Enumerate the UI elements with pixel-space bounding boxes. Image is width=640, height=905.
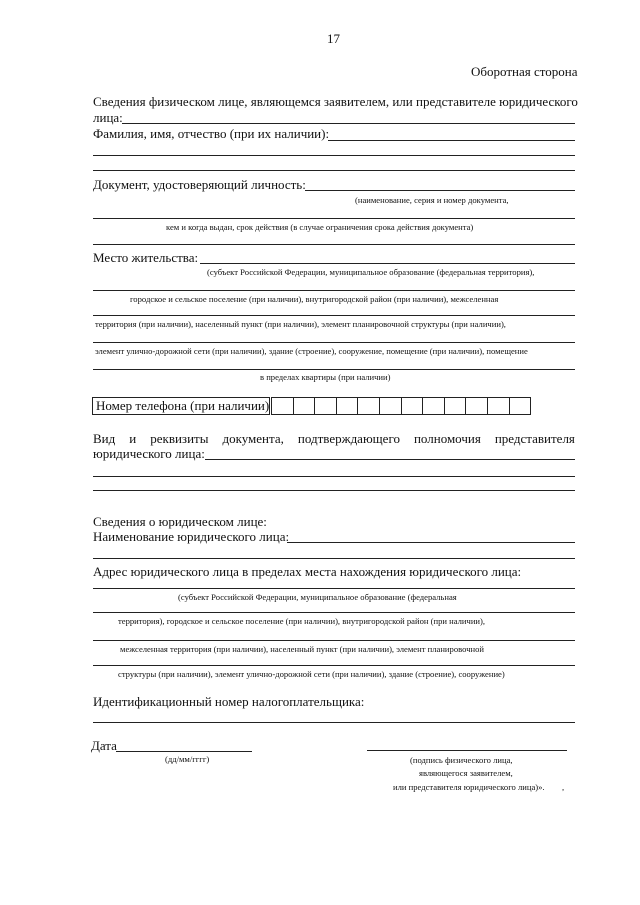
id-document-input-line-2[interactable] bbox=[93, 218, 575, 219]
residence-caption-3: территория (при наличии), населенный пункт (при наличии), элемент планировочной структуры (при наличии), bbox=[95, 319, 506, 329]
page-side-label: Оборотная сторона bbox=[471, 64, 578, 79]
phone-digit-cell[interactable] bbox=[357, 397, 380, 415]
signature-caption-2: являющегося заявителем, bbox=[419, 768, 513, 778]
address-input-line[interactable] bbox=[93, 588, 575, 589]
authority-input-line[interactable] bbox=[205, 459, 575, 460]
authority-input-line-2[interactable] bbox=[93, 476, 575, 477]
date-input-line[interactable] bbox=[116, 751, 252, 752]
phone-digit-cell[interactable] bbox=[487, 397, 510, 415]
authority-word-1: Вид bbox=[93, 431, 116, 446]
address-input-line-3[interactable] bbox=[93, 640, 575, 641]
authority-document-line2: юридического лица: bbox=[93, 446, 205, 461]
phone-digit-cell[interactable] bbox=[314, 397, 337, 415]
phone-digit-cell[interactable] bbox=[336, 397, 359, 415]
authority-input-line-3[interactable] bbox=[93, 490, 575, 491]
legal-entity-name-label: Наименование юридического лица: bbox=[93, 529, 290, 544]
residence-input-line-2[interactable] bbox=[93, 290, 575, 291]
end-mark: , bbox=[562, 782, 565, 792]
phone-digit-cell[interactable] bbox=[422, 397, 445, 415]
signature-input-line[interactable] bbox=[367, 750, 567, 751]
residence-caption-5: в пределах квартиры (при наличии) bbox=[260, 372, 391, 382]
legal-entity-name-input-line[interactable] bbox=[287, 542, 575, 543]
authority-word-3: реквизиты bbox=[150, 431, 209, 446]
authority-word-2: и bbox=[129, 431, 137, 446]
individual-heading-line2: лица: bbox=[93, 110, 123, 125]
id-document-caption-1: (наименование, серия и номер документа, bbox=[355, 195, 509, 205]
inn-input-line[interactable] bbox=[93, 722, 575, 723]
heading-fill-line[interactable] bbox=[122, 123, 575, 124]
legal-entity-address-label: Адрес юридического лица в пределах места нахождения юридического лица: bbox=[93, 564, 522, 579]
address-caption-3: межселенная территория (при наличии), населенный пункт (при наличии), элемент планировочной bbox=[120, 644, 485, 654]
phone-digit-cell[interactable] bbox=[465, 397, 488, 415]
residence-input-line-4[interactable] bbox=[93, 342, 575, 343]
address-caption-2: территория), городское и сельское поселение (при наличии), внутригородской район (при наличии), bbox=[118, 616, 486, 626]
fio-input-line-3[interactable] bbox=[93, 170, 575, 171]
id-document-input-line[interactable] bbox=[305, 190, 575, 191]
fio-input-line-2[interactable] bbox=[93, 155, 575, 156]
phone-digit-cell[interactable] bbox=[401, 397, 424, 415]
phone-digit-cell[interactable] bbox=[293, 397, 316, 415]
fio-input-line[interactable] bbox=[328, 140, 575, 141]
address-caption-4: структуры (при наличии), элемент улично-дорожной сети (при наличии), здание (строение), сооружение) bbox=[118, 669, 505, 679]
residence-input-line-5[interactable] bbox=[93, 369, 575, 370]
id-document-input-line-3[interactable] bbox=[93, 244, 575, 245]
authority-document-line1 bbox=[93, 431, 575, 447]
residence-caption-1: (субъект Российской Федерации, муниципальное образование (федеральная территория), bbox=[207, 267, 535, 277]
phone-label: Номер телефона (при наличии) bbox=[92, 397, 270, 415]
date-label: Дата bbox=[91, 738, 117, 753]
legal-entity-heading: Сведения о юридическом лице: bbox=[93, 514, 267, 529]
id-document-caption-2: кем и когда выдан, срок действия (в случае ограничения срока действия документа) bbox=[166, 222, 474, 232]
authority-word-7: представителя bbox=[494, 431, 575, 446]
page-number: 17 bbox=[327, 31, 340, 46]
authority-word-6: полномочия bbox=[413, 431, 481, 446]
address-caption-1: (субъект Российской Федерации, муниципальное образование (федеральная bbox=[178, 592, 457, 602]
signature-caption-1: (подпись физического лица, bbox=[410, 755, 513, 765]
signature-caption-3: или представителя юридического лица)». bbox=[393, 782, 545, 792]
date-caption: (дд/мм/гггг) bbox=[165, 754, 210, 764]
residence-caption-2: городское и сельское поселение (при наличии), внутригородской район (при наличии), межселенная bbox=[130, 294, 499, 304]
phone-digit-cell[interactable] bbox=[509, 397, 532, 415]
individual-heading-line1: Сведения физическом лице, являющемся заявителем, или представителе юридического bbox=[93, 94, 578, 109]
address-input-line-2[interactable] bbox=[93, 612, 575, 613]
residence-label: Место жительства: bbox=[93, 250, 199, 265]
residence-input-line-3[interactable] bbox=[93, 315, 575, 316]
legal-entity-name-input-line-2[interactable] bbox=[93, 558, 575, 559]
inn-label: Идентификационный номер налогоплательщика: bbox=[93, 694, 365, 709]
fio-label: Фамилия, имя, отчество (при их наличии): bbox=[93, 126, 330, 141]
authority-word-4: документа, bbox=[222, 431, 284, 446]
residence-input-line[interactable] bbox=[200, 263, 575, 264]
authority-word-5: подтверждающего bbox=[297, 431, 400, 446]
id-document-label: Документ, удостоверяющий личность: bbox=[93, 177, 306, 192]
phone-digit-cells[interactable] bbox=[272, 397, 531, 415]
phone-digit-cell[interactable] bbox=[271, 397, 294, 415]
phone-digit-cell[interactable] bbox=[444, 397, 467, 415]
residence-caption-4: элемент улично-дорожной сети (при наличии), здание (строение), сооружение, помещение (при наличии), помещение bbox=[95, 346, 528, 356]
phone-digit-cell[interactable] bbox=[379, 397, 402, 415]
address-input-line-4[interactable] bbox=[93, 665, 575, 666]
